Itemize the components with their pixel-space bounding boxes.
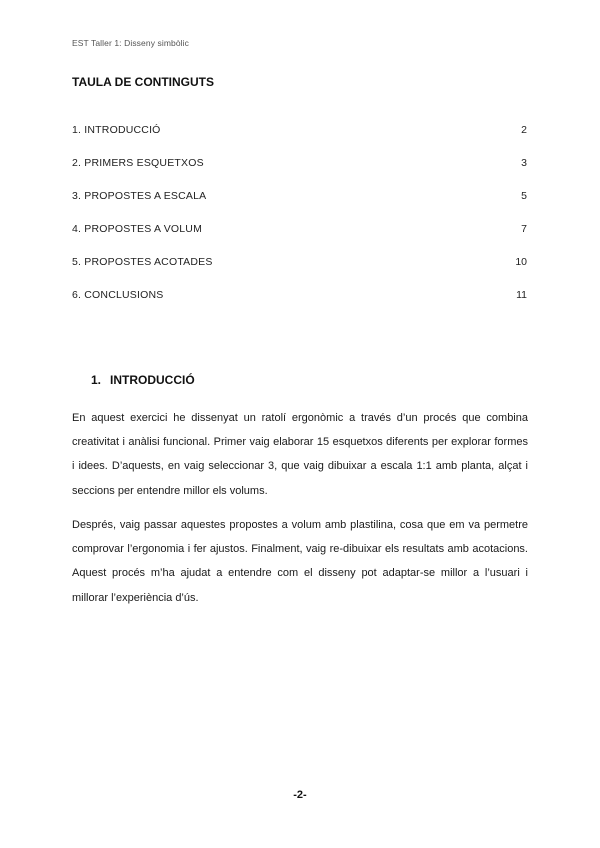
toc-entry-primers-esquetxos[interactable] [72,157,528,190]
toc-entry-page: 3 [521,157,527,169]
section-number: 1. [91,373,102,387]
toc-entry-propostes-a-volum[interactable] [72,223,528,256]
toc-entry-label: 1. INTRODUCCIÓ [72,124,161,136]
table-of-contents [72,124,528,322]
toc-entry-conclusions[interactable] [72,289,528,322]
toc-entry-label: 2. PRIMERS ESQUETXOS [72,157,204,169]
running-header: EST Taller 1: Disseny simbòlic [72,38,190,48]
toc-entry-label: 5. PROPOSTES ACOTADES [72,256,213,268]
toc-entry-label: 4. PROPOSTES A VOLUM [72,223,203,235]
toc-entry-introduccio[interactable] [72,124,528,157]
toc-entry-label: 6. CONCLUSIONS [72,289,164,301]
section-heading [91,373,195,387]
body-paragraph: Després, vaig passar aquestes propostes a volum amb plastilina, cosa que em va permetre comprovar l’ergonomia i fer ajustos. Finalment, vaig re-dibuixar els resultats amb acotacions. Aquest procés m’ha ajudat a entendre com el disseny pot adaptar-se millor a l’usuari i millorar l’experiència d’ús. [72,519,528,604]
toc-entry-page: 10 [515,256,527,268]
toc-entry-page: 5 [521,190,527,202]
body-paragraph: En aquest exercici he dissenyat un ratolí ergonòmic a través d’un procés que combina creativitat i anàlisi funcional. Primer vaig elaborar 15 esquetxos diferents per explorar formes i idees. D’aquests, en vaig seleccionar 3, que vaig dibuixar a escala 1:1 amb planta, alçat i seccions per entendre millor els volums. [72,412,528,497]
toc-title: TAULA DE CONTINGUTS [72,75,214,89]
toc-entry-propostes-acotades[interactable] [72,256,528,289]
toc-entry-page: 11 [516,289,527,301]
toc-entry-label: 3. PROPOSTES A ESCALA [72,190,207,202]
section-title: INTRODUCCIÓ [110,373,195,387]
toc-entry-propostes-a-escala[interactable] [72,190,528,223]
toc-entry-page: 7 [521,223,527,235]
toc-entry-page: 2 [521,124,527,136]
page-number: -2- [293,789,307,801]
